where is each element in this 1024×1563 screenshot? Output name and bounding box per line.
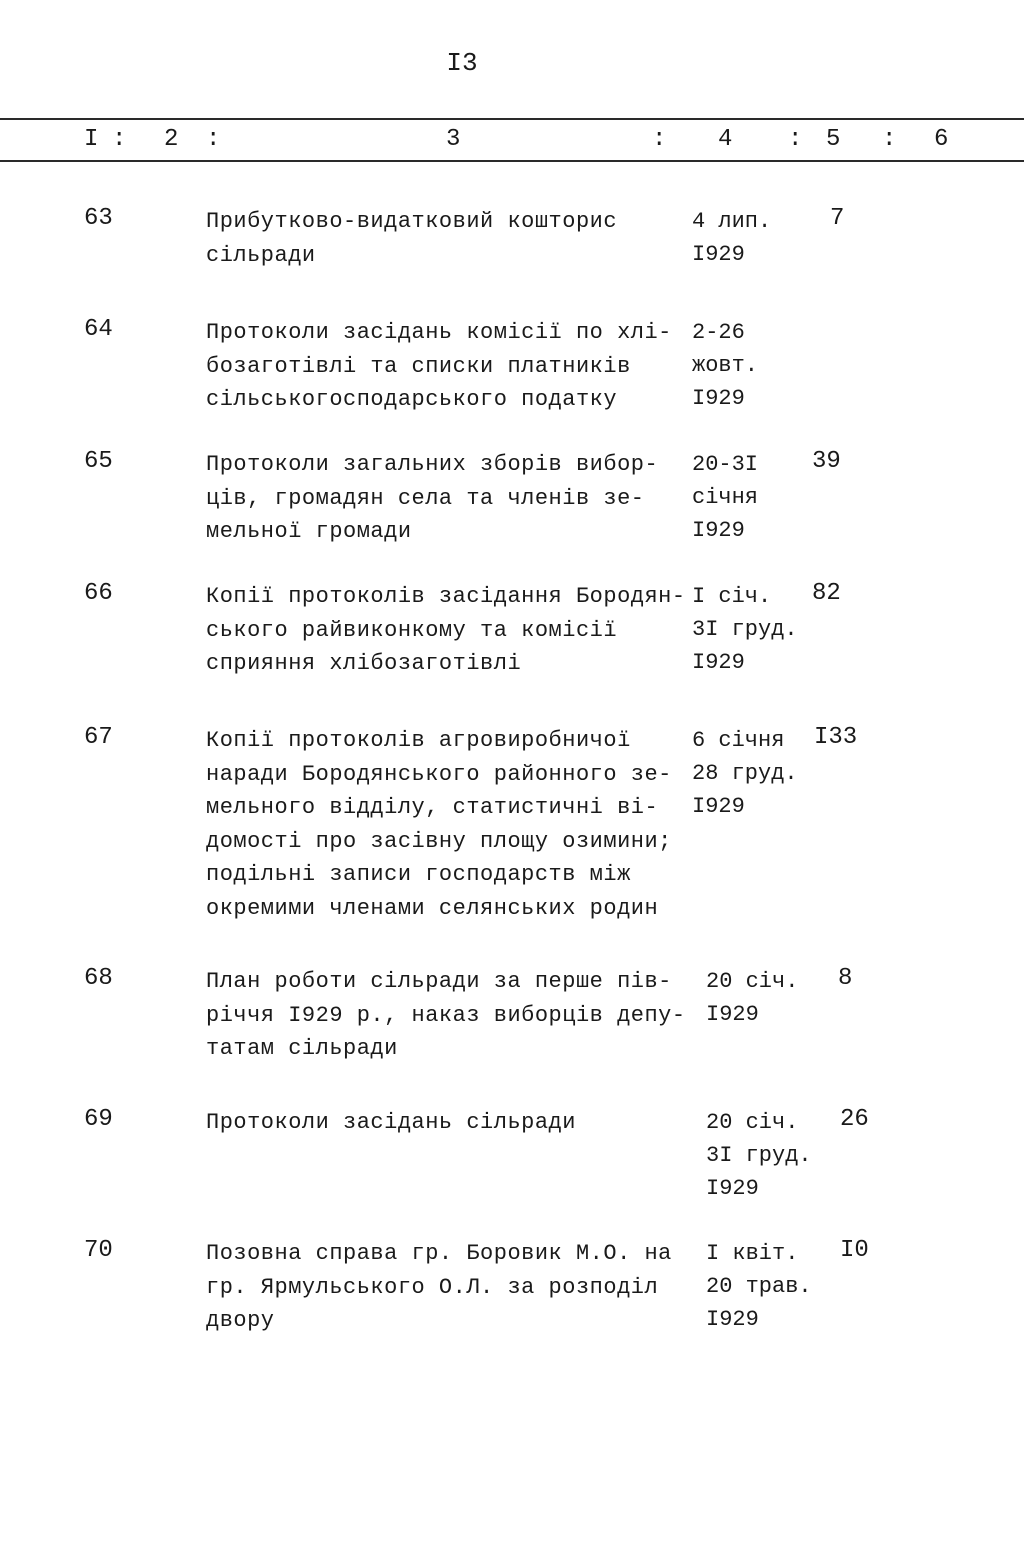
date-line: I929 xyxy=(692,386,745,411)
date-line: I січ. xyxy=(692,584,772,609)
column-header-2: 2 xyxy=(164,126,179,153)
column-separator: : xyxy=(112,126,127,153)
date-line: жовт. xyxy=(692,353,759,378)
date-line: 20 січ. xyxy=(706,1110,799,1135)
entry-dates xyxy=(692,316,758,415)
title-line: домості про засівну площу озимини; xyxy=(206,828,672,854)
entry-title xyxy=(206,1237,686,1338)
date-line: I929 xyxy=(692,518,745,543)
entry-number: 65 xyxy=(84,448,113,475)
entry-sheet-count: 39 xyxy=(812,448,841,475)
title-line: сільради xyxy=(206,242,316,268)
column-header-4: 4 xyxy=(718,126,733,153)
column-separator: : xyxy=(882,126,897,153)
entry-sheet-count: 8 xyxy=(838,965,853,992)
column-header-6: 6 xyxy=(934,126,949,153)
title-line: бозаготівлі та списки платників xyxy=(206,353,631,379)
column-header-1: I xyxy=(84,126,99,153)
entry-sheet-count: 26 xyxy=(840,1106,869,1133)
entry-dates xyxy=(706,965,798,1031)
column-header-5: 5 xyxy=(826,126,841,153)
entry-dates xyxy=(692,205,771,271)
date-line: 6 січня xyxy=(692,728,785,753)
title-line: ців, громадян села та членів зе- xyxy=(206,485,645,511)
entry-dates xyxy=(692,448,758,547)
entry-title xyxy=(206,316,686,417)
title-line: двору xyxy=(206,1308,275,1333)
title-line: ського райвиконкому та комісії xyxy=(206,617,618,643)
column-separator: : xyxy=(788,126,803,153)
date-line: 28 груд. xyxy=(692,761,798,786)
date-line: 20 січ. xyxy=(706,969,799,994)
title-line: татам сільради xyxy=(206,1036,398,1061)
entry-title xyxy=(206,1106,686,1140)
date-line: I квіт. xyxy=(706,1241,799,1266)
header-bottom-rule xyxy=(0,160,1024,162)
entry-number: 69 xyxy=(84,1106,113,1133)
entry-title xyxy=(206,448,686,549)
header-top-rule xyxy=(0,118,1024,120)
title-line: Протоколи загальних зборів вибор- xyxy=(206,452,659,477)
title-line: Прибутково-видатковий кошторис xyxy=(206,209,618,234)
entry-title xyxy=(206,205,686,272)
title-line: сільськогосподарського податку xyxy=(206,387,618,412)
date-line: 20-3I xyxy=(692,452,759,477)
title-line: гр. Ярмульського О.Л. за розподіл xyxy=(206,1274,659,1300)
entry-sheet-count: I0 xyxy=(840,1237,869,1264)
date-line: I929 xyxy=(692,794,745,819)
entry-title xyxy=(206,580,686,681)
title-line: Позовна справа гр. Боровик М.О. на xyxy=(206,1241,672,1266)
page-number: I3 xyxy=(446,48,478,78)
column-separator: : xyxy=(206,126,221,153)
entry-dates xyxy=(692,724,798,823)
title-line: Протоколи засідань сільради xyxy=(206,1110,576,1135)
entry-number: 67 xyxy=(84,724,113,751)
title-line: подільні записи господарств між xyxy=(206,862,631,887)
date-line: 3I груд. xyxy=(706,1143,812,1168)
title-line: Копії протоколів агровиробничої xyxy=(206,728,631,753)
entry-dates xyxy=(706,1237,812,1336)
title-line: Копії протоколів засідання Бородян- xyxy=(206,584,686,609)
entry-number: 63 xyxy=(84,205,113,232)
title-line: наради Бородянського районного зе- xyxy=(206,761,672,787)
date-line: I929 xyxy=(706,1307,759,1332)
entry-dates xyxy=(692,580,798,679)
date-line: I929 xyxy=(706,1002,759,1027)
title-line: річчя I929 р., наказ виборців депу- xyxy=(206,1002,686,1028)
title-line: мельної громади xyxy=(206,519,412,544)
column-header-3: 3 xyxy=(446,126,461,153)
column-separator: : xyxy=(652,126,667,153)
title-line: План роботи сільради за перше пів- xyxy=(206,969,672,994)
entry-number: 70 xyxy=(84,1237,113,1264)
title-line: окремими членами селянських родин xyxy=(206,895,659,921)
date-line: 2-26 xyxy=(692,320,745,345)
date-line: 3I груд. xyxy=(692,617,798,642)
date-line: 4 лип. xyxy=(692,209,772,234)
title-line: сприяння хлібозаготівлі xyxy=(206,651,522,676)
entry-sheet-count: 82 xyxy=(812,580,841,607)
date-line: січня xyxy=(692,485,759,510)
entry-number: 64 xyxy=(84,316,113,343)
title-line: Протоколи засідань комісії по хлі- xyxy=(206,320,672,345)
entry-number: 66 xyxy=(84,580,113,607)
date-line: I929 xyxy=(692,650,745,675)
date-line: 20 трав. xyxy=(706,1274,812,1299)
entry-number: 68 xyxy=(84,965,113,992)
entry-sheet-count: 7 xyxy=(830,205,845,232)
entry-sheet-count: I33 xyxy=(814,724,858,751)
entry-title xyxy=(206,965,686,1066)
title-line: мельного відділу, статистичні ві- xyxy=(206,795,659,820)
entry-dates xyxy=(706,1106,812,1205)
date-line: I929 xyxy=(706,1176,759,1201)
entry-title xyxy=(206,724,686,925)
date-line: I929 xyxy=(692,242,745,267)
